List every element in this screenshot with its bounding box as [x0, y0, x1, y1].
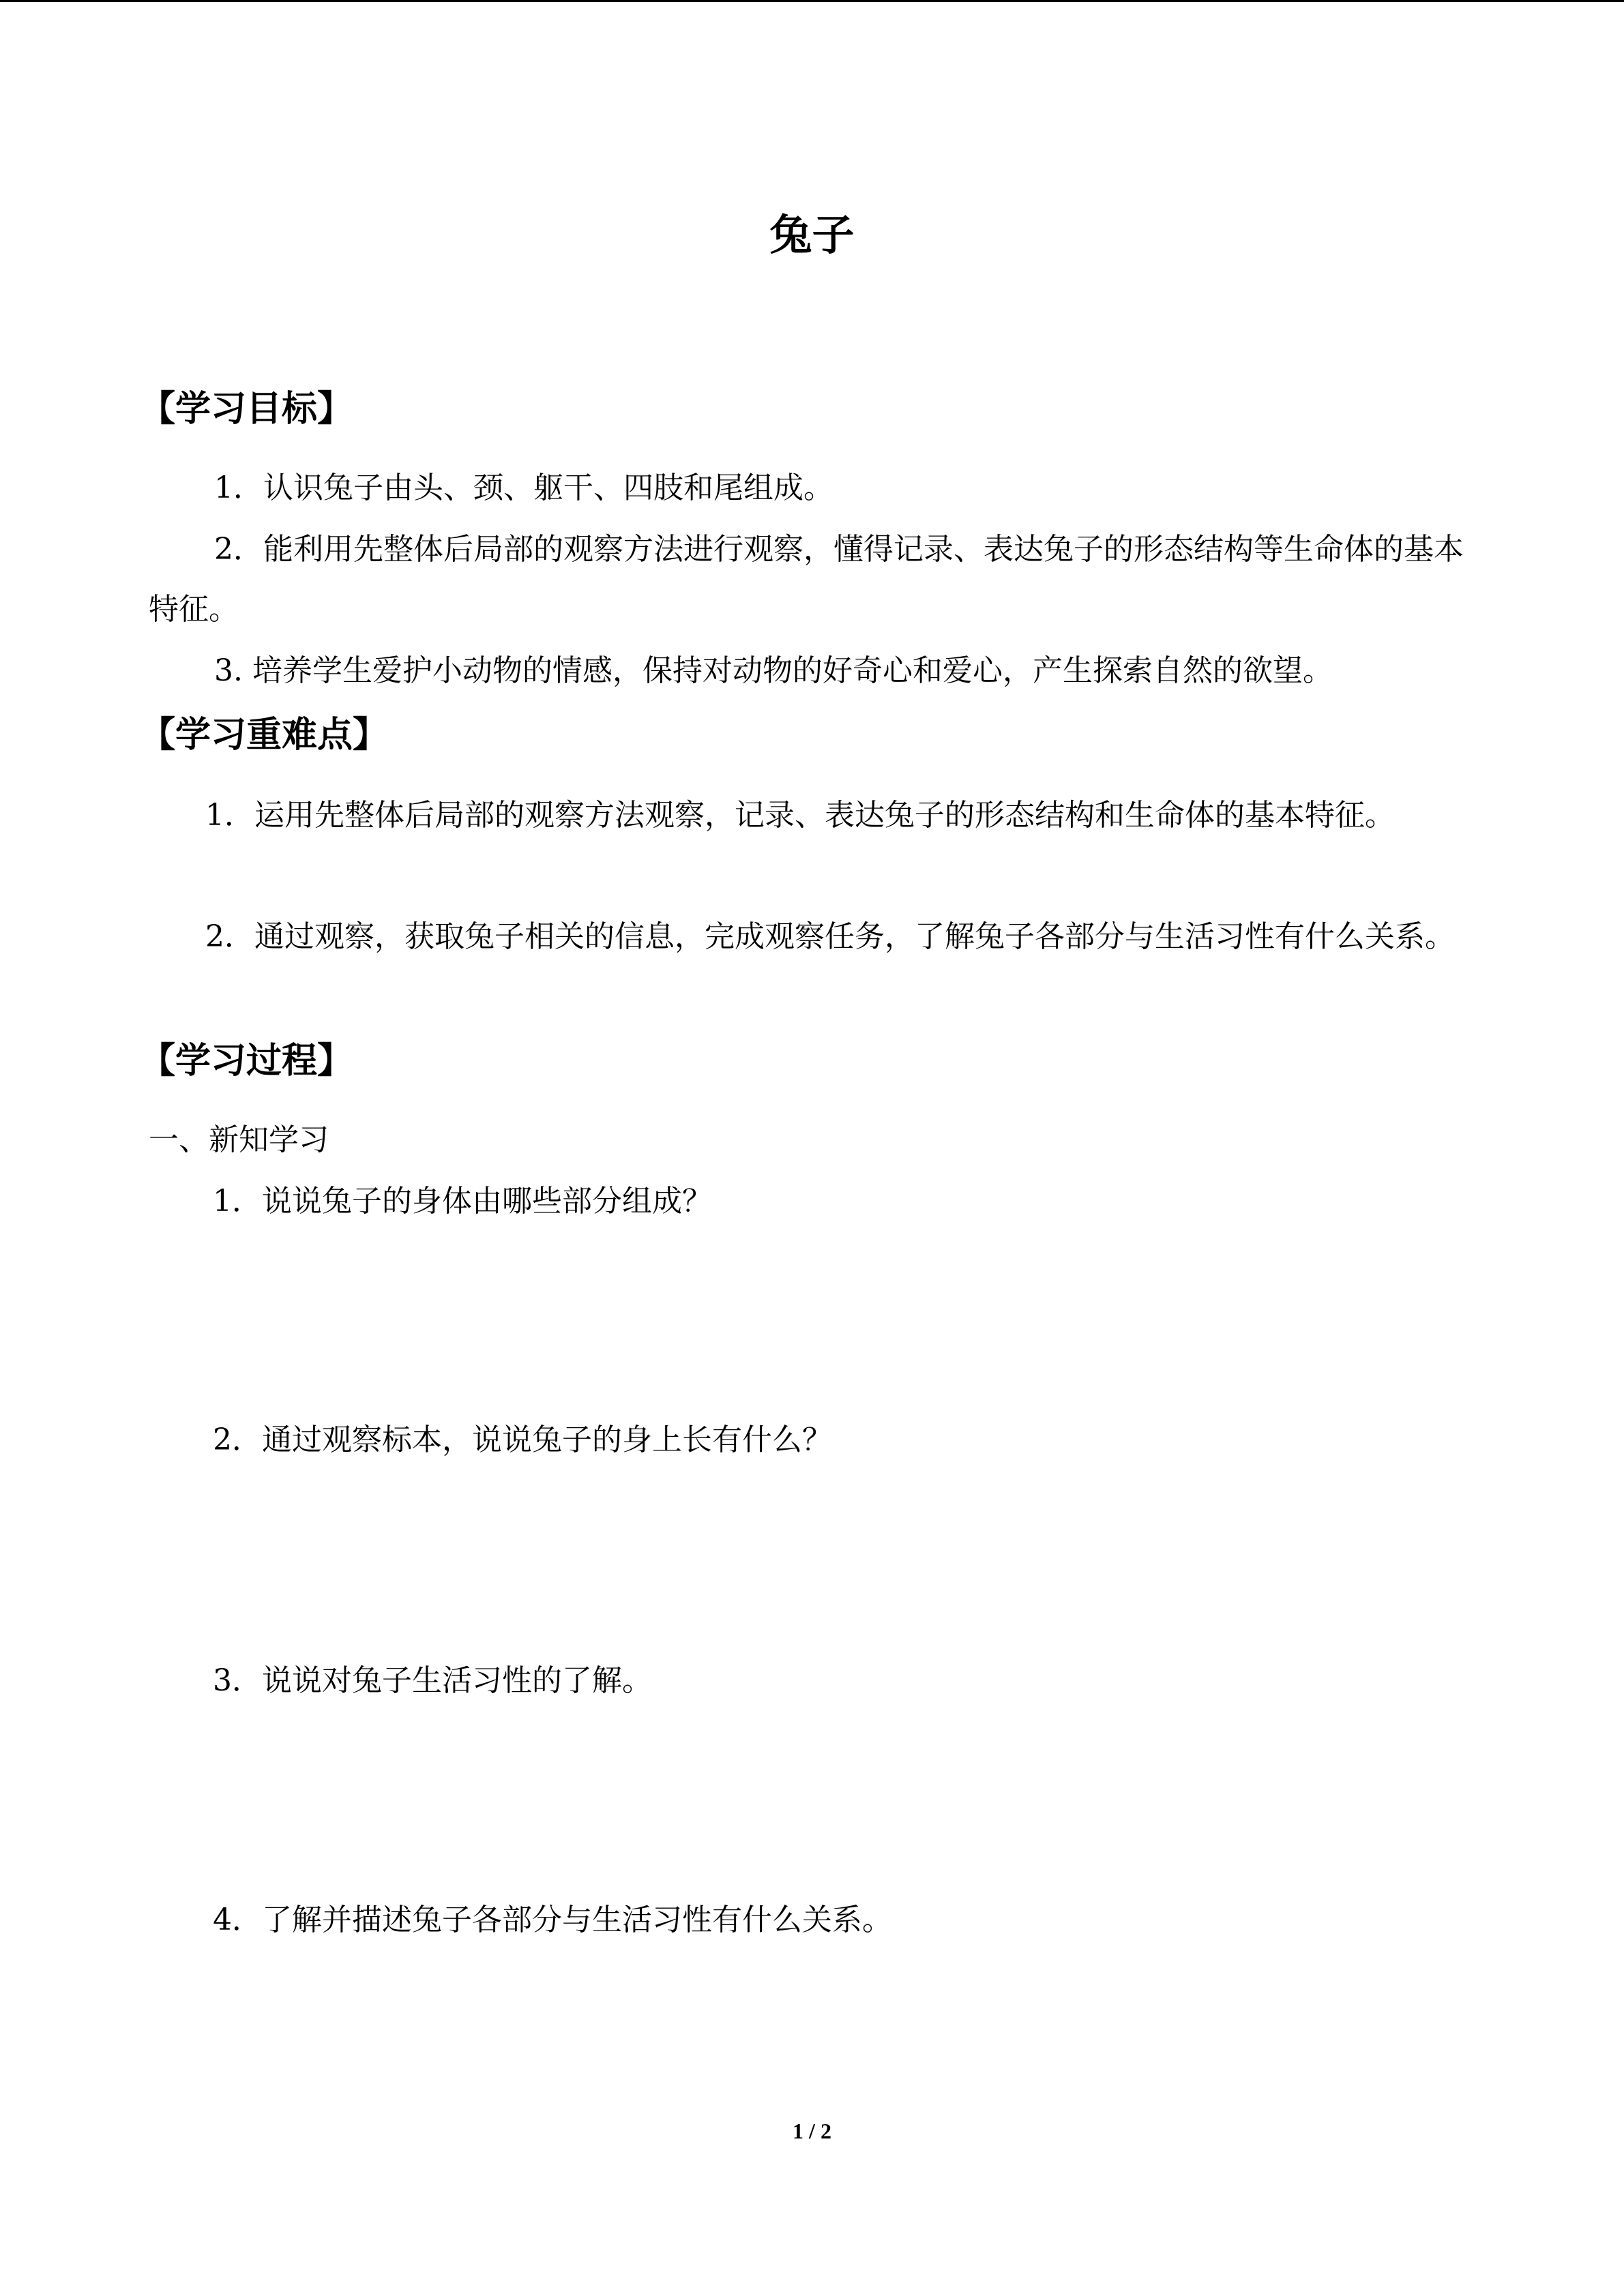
objectives-heading: 【学习目标】	[140, 389, 353, 430]
process-heading: 【学习过程】	[140, 1041, 353, 1082]
page-number: 1 / 2	[793, 2119, 831, 2143]
objective-item-1: 1．认识兔子由头、颈、躯干、四肢和尾组成。	[214, 471, 833, 505]
key-point-item-1: 1．运用先整体后局部的观察方法观察，记录、表达兔子的形态结构和生命体的基本特征。	[205, 798, 1395, 833]
key-points-heading: 【学习重难点】	[140, 715, 389, 756]
document-title: 兔子	[769, 210, 855, 260]
process-question-4: 4．了解并描述兔子各部分与生活习性有什么关系。	[213, 1903, 892, 1937]
top-border-line	[0, 0, 1624, 2]
key-point-item-2: 2．通过观察，获取兔子相关的信息，完成观察任务，了解兔子各部分与生活习性有什么关系。	[205, 919, 1455, 954]
process-question-3: 3．说说对兔子生活习性的了解。	[213, 1663, 652, 1698]
process-subheading: 一、新知学习	[149, 1122, 329, 1157]
process-question-1: 1．说说兔子的身体由哪些部分组成？	[213, 1184, 712, 1219]
process-question-2: 2．通过观察标本，说说兔子的身上长有什么？	[213, 1422, 832, 1457]
objective-item-2: 2．能利用先整体后局部的观察方法进行观察，懂得记录、表达兔子的形态结构等生命体的基本特征。	[149, 532, 1464, 627]
objective-item-3: 3. 培养学生爱护小动物的情感，保持对动物的好奇心和爱心，产生探索自然的欲望。	[214, 653, 1333, 688]
